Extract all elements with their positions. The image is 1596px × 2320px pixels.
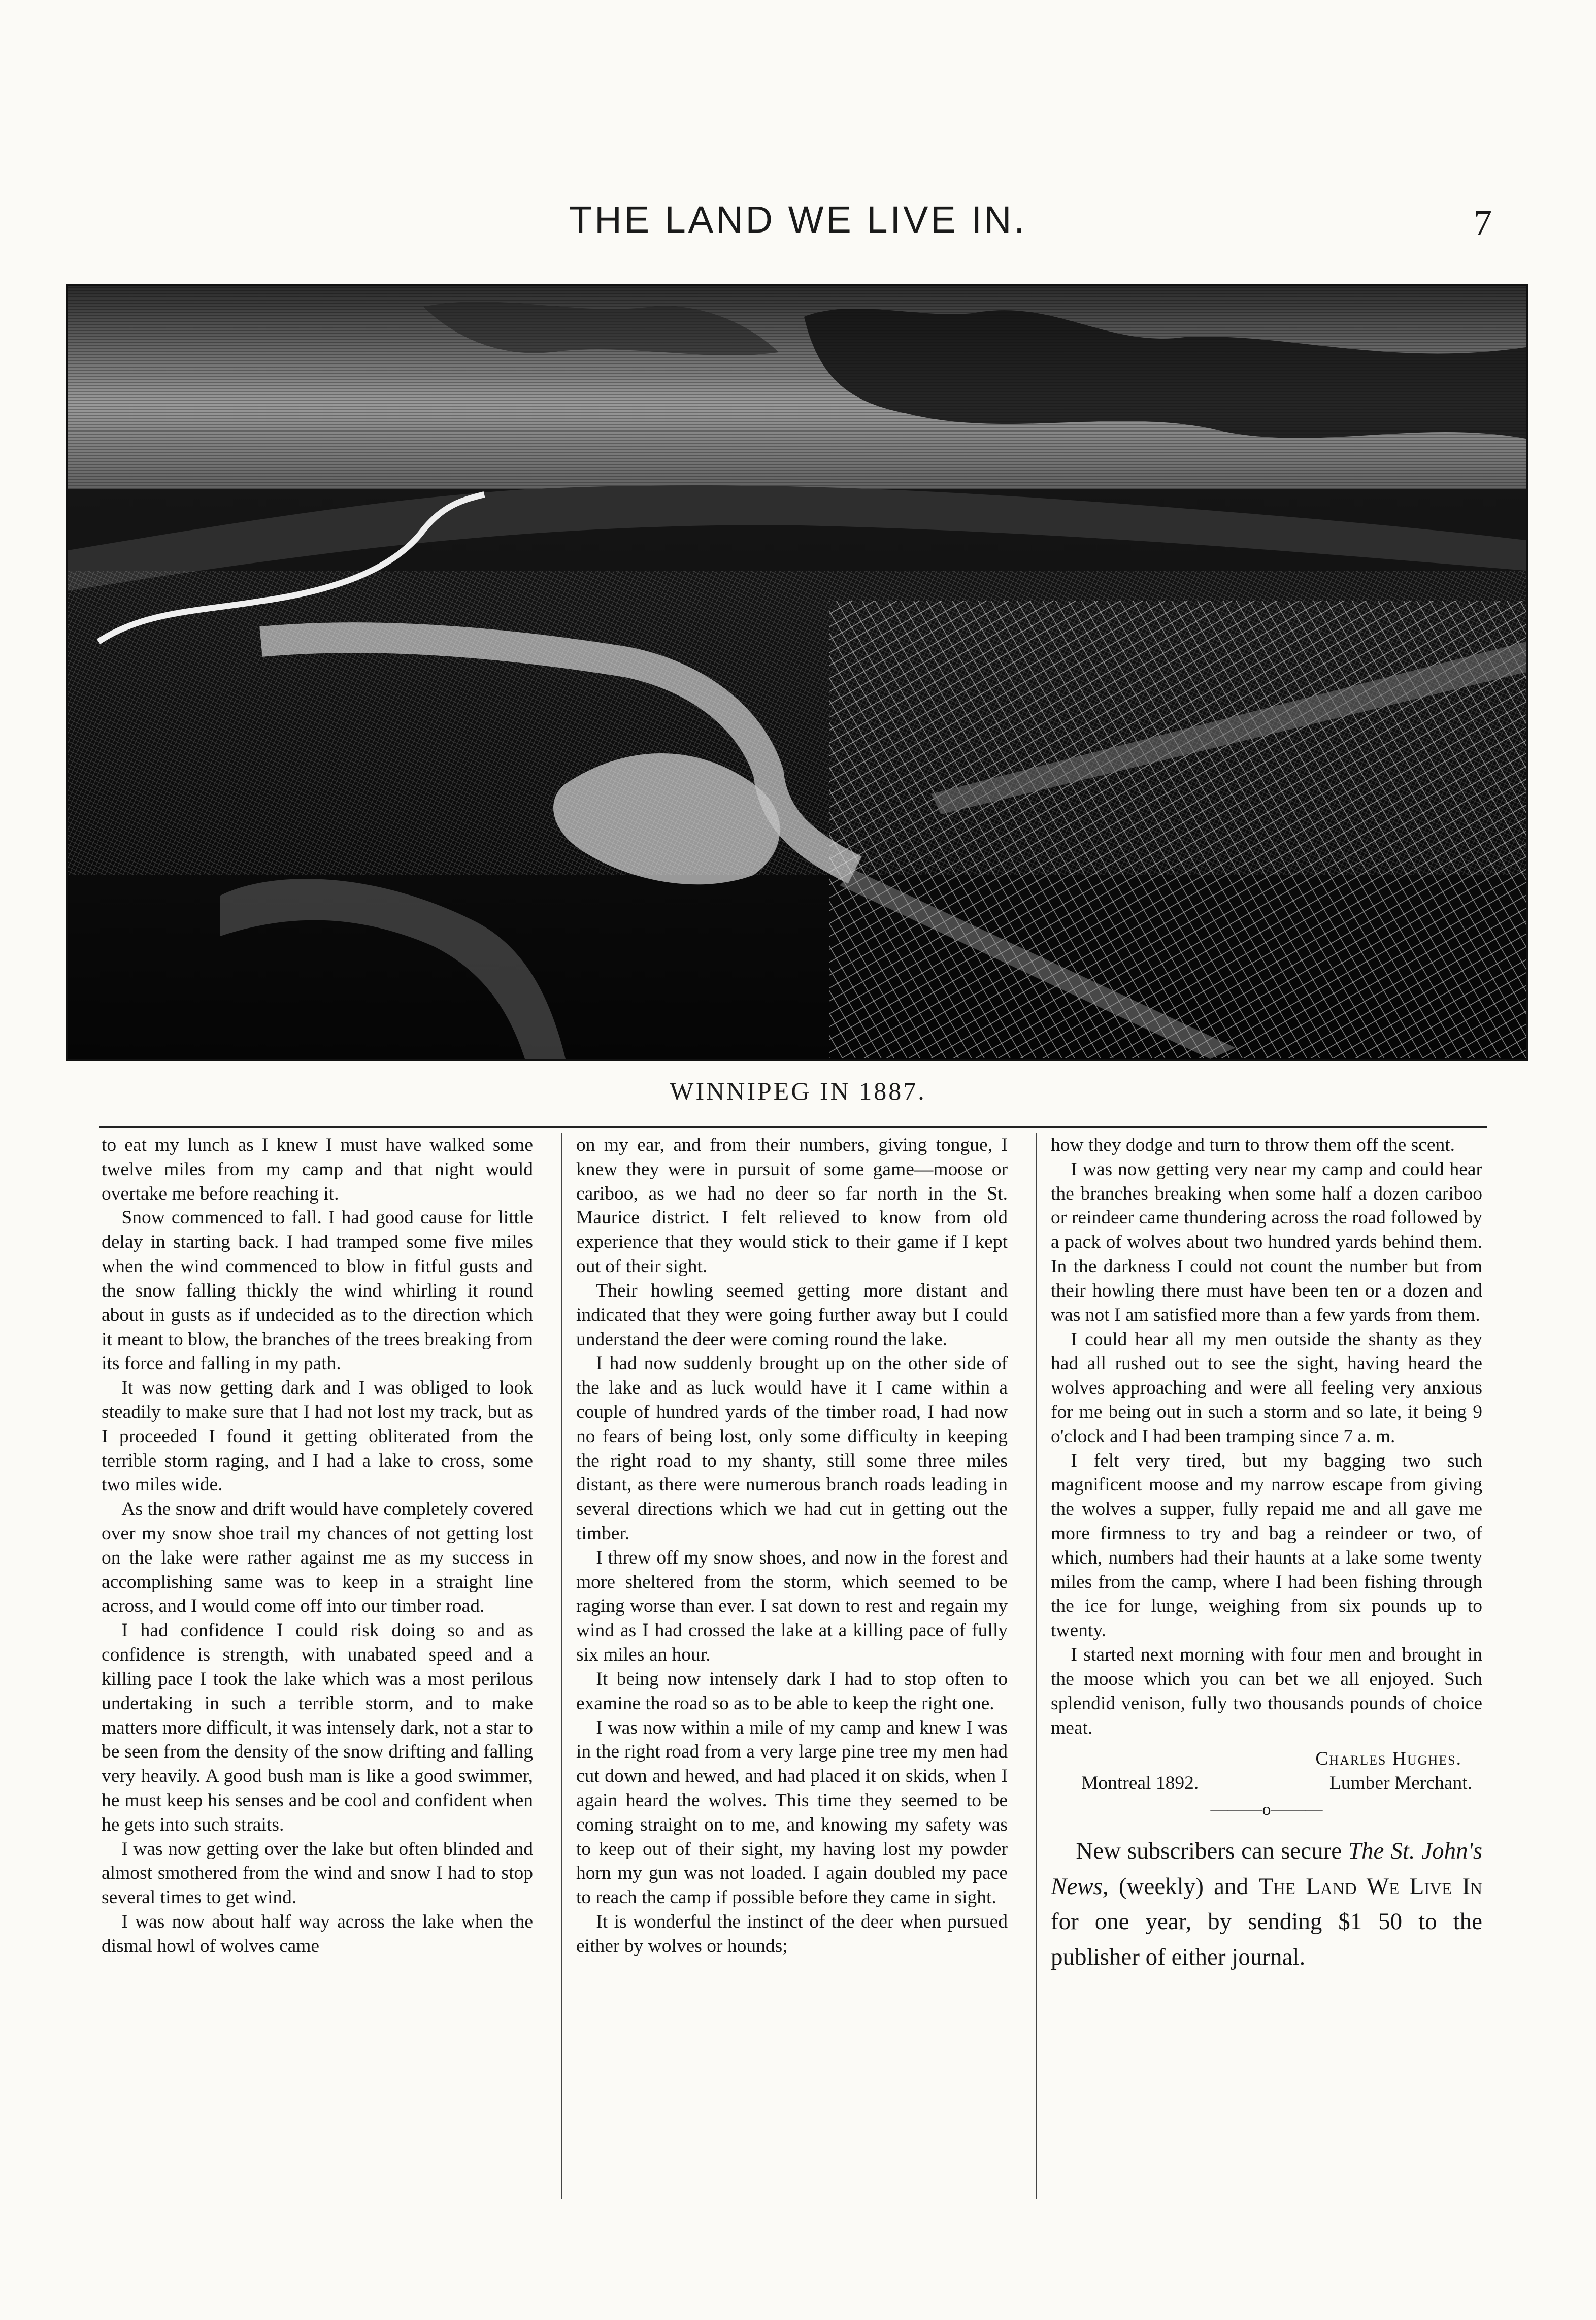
signature-name: Charles Hughes. <box>1315 1748 1462 1770</box>
signature-place-date: Montreal 1892. <box>1081 1773 1199 1794</box>
paragraph: It being now intensely dark I had to stop often to examine the road so as to be able to keep the right one. <box>576 1668 1008 1714</box>
notice-magazine-name: The Land We Live In <box>1258 1873 1482 1900</box>
paragraph: I was now getting over the lake but often blinded and almost smothered from the wind and snow I had to stop several times to get wind. <box>102 1838 533 1908</box>
notice-middle: (weekly) and <box>1118 1873 1248 1900</box>
paragraph: It is wonderful the instinct of the deer when pursued either by wolves or hounds; <box>576 1911 1008 1957</box>
paragraph: I threw off my snow shoes, and now in the forest and more sheltered from the storm, which seemed to be raging worse than ever. I sat down to rest and regain my wind as I had crossed the lake at a killing pace of fully six miles an hour. <box>576 1547 1008 1666</box>
paragraph: I could hear all my men outside the shanty as they had all rushed out to see the sight, having heard the wolves approaching and were all feeling very anxious for me being out in such a storm and so late, it being 9 o'clock and I had been tramping since 7 a. m. <box>1051 1329 1482 1447</box>
signature-title: Lumber Merchant. <box>1329 1773 1472 1794</box>
winnipeg-engraving <box>66 284 1528 1061</box>
paragraph: how they dodge and turn to throw them off the scent. <box>1051 1135 1455 1155</box>
paragraph: Snow commenced to fall. I had good cause for little delay in starting back. I had tramped some five miles when the wind commenced to blow in fitful gusts and the snow falling thickly the wind whirling it round about in gusts as if undecided as to the direction which it meant to blow, the branches of the trees breaking from its force and falling in my path. <box>102 1207 533 1374</box>
notice-lead: New subscribers can secure <box>1076 1838 1342 1865</box>
paragraph: I was now getting very near my camp and could hear the branches breaking when some half a dozen cariboo or reindeer came thundering across the road followed by a pack of wolves about two hundred yards behind them. In the darkness I could not count the number but from their howling there must have been ten or a dozen and was not I am satisfied more than a few yards from them. <box>1051 1158 1482 1325</box>
paragraph: I was now about half way across the lake when the dismal howl of wolves came <box>102 1911 533 1957</box>
paragraph: I was now within a mile of my camp and knew I was in the right road from a very large pine tree my men had cut down and hewed, and had placed it on skids, when I again heard the wolves. This time they seemed to be coming straight on to me, and knowing my safety was to keep out of their sight, my having lost my powder horn my gun was not loaded. I again doubled my pace to reach the camp if possible before they came in sight. <box>576 1717 1008 1908</box>
engraving-image <box>68 286 1526 1059</box>
page-number: 7 <box>1474 203 1492 243</box>
illustration-caption: WINNIPEG IN 1887. <box>670 1077 926 1105</box>
paragraph: Their howling seemed getting more distant and indicated that they were going further away but I could understand the deer were coming round the lake. <box>576 1280 1008 1350</box>
running-title: THE LAND WE LIVE IN. <box>569 198 1027 241</box>
paragraph: I had now suddenly brought up on the other side of the lake and as luck would have it I came within a couple of hundred yards of the timber road, I had now no fears of being lost, only some difficulty in keeping the right road to my shanty, still some three miles distant, as there were numerous branch roads leading in several directions which we had cut in getting out the timber. <box>576 1353 1008 1544</box>
column-divider <box>561 1133 562 2199</box>
text-column-3 <box>1051 1133 1482 2225</box>
subscription-notice <box>1051 1834 1482 1975</box>
text-column-1 <box>102 1133 533 2225</box>
text-column-2 <box>576 1133 1008 2225</box>
paragraph: I felt very tired, but my bagging two such magnificent moose and my narrow escape from giving the wolves a supper, fully repaid me and all gave me more firmness to try and bag a reindeer or two, of which, numbers had their haunts at a lake some twenty miles from the camp, where I had been fishing through the ice for lunge, weighing from six pounds up to twenty. <box>1051 1450 1482 1641</box>
signature-line <box>1051 1771 1482 1796</box>
notice-paper-name: The St. John's News, <box>1051 1838 1482 1900</box>
section-ornament: ———o——— <box>1210 1800 1323 1819</box>
paragraph: It was now getting dark and I was obliged to look steadily to make sure that I had not lost my track, but as I proceeded I found it getting obliterated from the terrible storm raging, and I had a lake to cross, some two miles wide. <box>102 1377 533 1496</box>
paragraph: to eat my lunch as I knew I must have walked some twelve miles from my camp and that night would overtake me before reaching it. <box>102 1135 533 1204</box>
paragraph: on my ear, and from their numbers, giving tongue, I knew they were in pursuit of some game—moose or cariboo, as we had no deer so far north in the St. Maurice district. I felt relieved to know from old experience that they would stick to their game if I kept out of their sight. <box>576 1135 1008 1277</box>
caption-rule <box>99 1126 1487 1128</box>
column-divider <box>1036 1133 1037 2199</box>
paragraph: As the snow and drift would have completely covered over my snow shoe trail my chances of not getting lost on the lake were rather against me as my success in accomplishing same was to keep in a straight line across, and I would come off into our timber road. <box>102 1499 533 1617</box>
notice-tail: for one year, by sending $1 50 to the publisher of either journal. <box>1051 1908 1482 1970</box>
page-header <box>0 198 1596 244</box>
paragraph: I started next morning with four men and brought in the moose which you can bet we all enjoyed. Such splendid venison, fully two thousands pounds of choice meat. <box>1051 1644 1482 1738</box>
paragraph: I had confidence I could risk doing so and as confidence is strength, with unabated speed and a killing pace I took the lake which was a most perilous undertaking in such a terrible storm, and to make matters more difficult, it was intensely dark, not a star to be seen from the density of the snow drifting and falling very heavily. A good bush man is like a good swimmer, he must keep his senses and be cool and confident when he gets into such straits. <box>102 1620 533 1835</box>
